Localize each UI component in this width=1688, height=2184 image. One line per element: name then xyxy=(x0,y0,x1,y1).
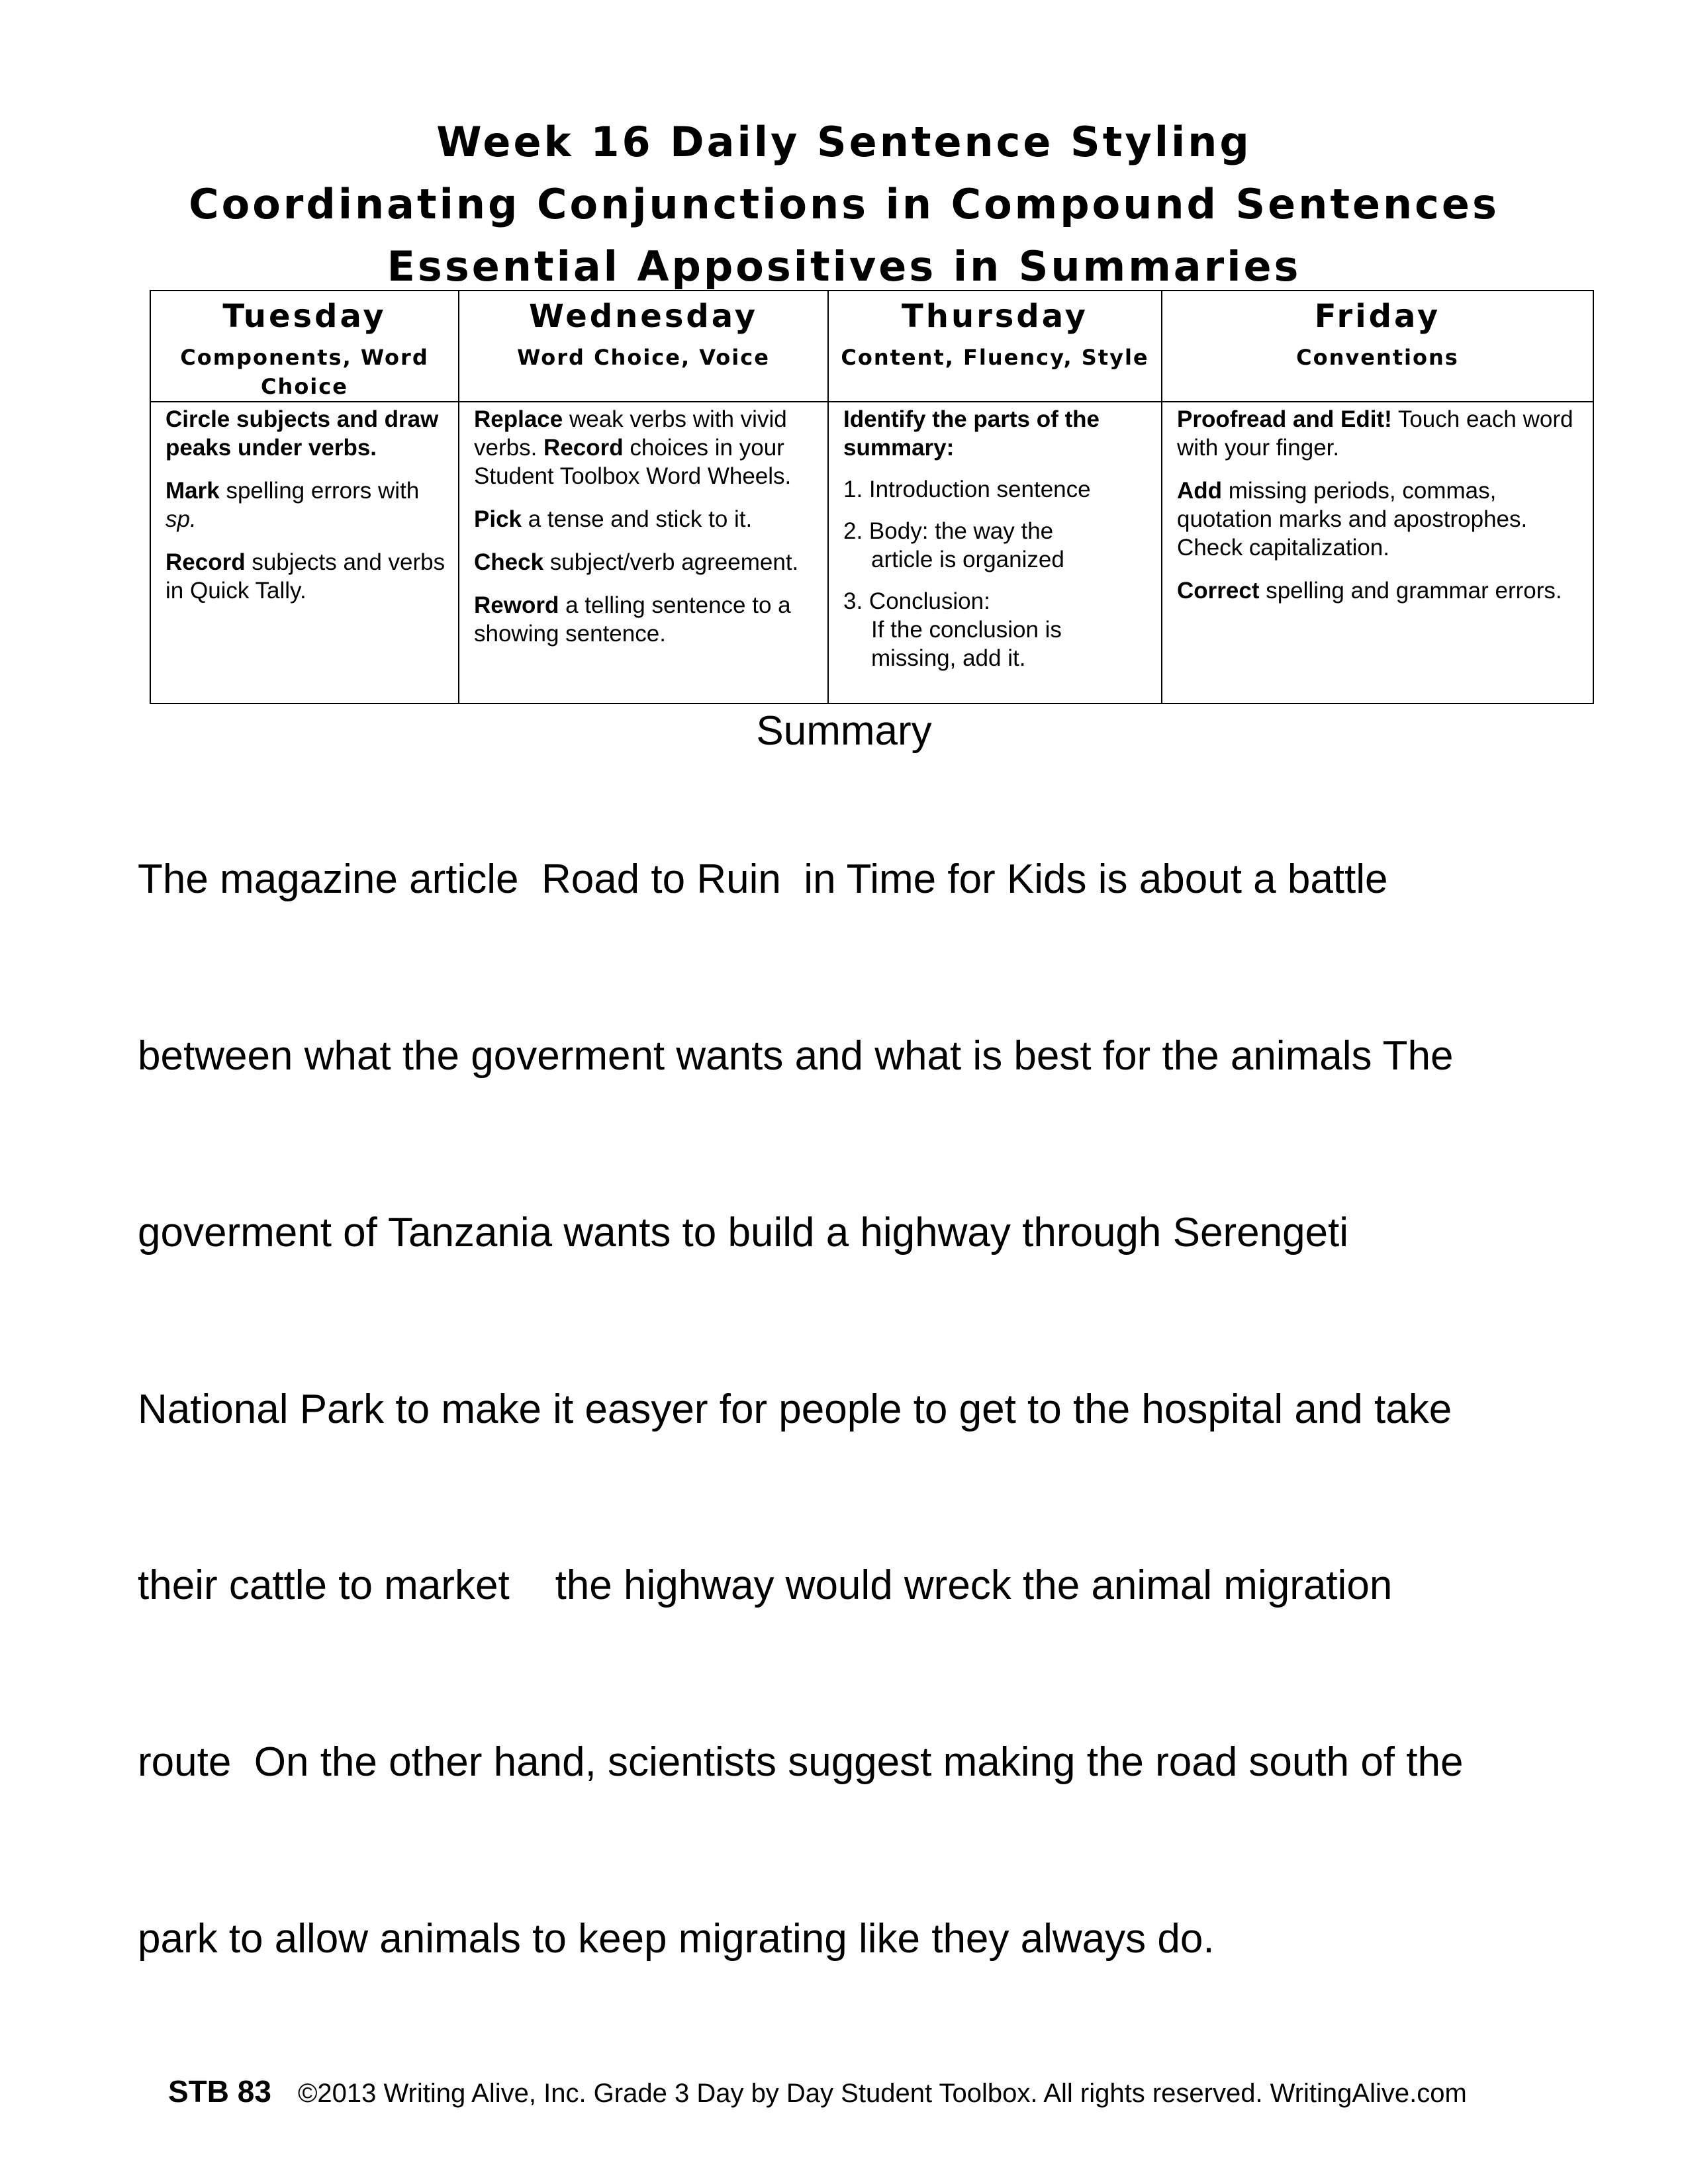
footer xyxy=(168,2071,1467,2113)
weekly-task-table xyxy=(150,290,1594,704)
task-add: Add missing periods, commas, quotation marks and apostrophes. Check capitalization. xyxy=(1177,478,1528,561)
task-record: Record subjects and verbs in Quick Tally. xyxy=(165,549,445,604)
footer-copyright: ©2013 Writing Alive, Inc. Grade 3 Day by Day Student Toolbox. All rights reserved. WritingAlive.com xyxy=(297,2079,1467,2108)
day-name: Thursday xyxy=(902,298,1088,335)
header-tuesday xyxy=(150,291,459,402)
summary-line: their cattle to market the highway would wreck the animal migration xyxy=(138,1563,1393,1608)
summary-line: route On the other hand, scientists suggest making the road south of the xyxy=(138,1739,1464,1785)
header-thursday xyxy=(828,291,1162,402)
list-item: 3. Conclusion: If the conclusion is missing, add it. xyxy=(843,588,1062,671)
footer-code: STB 83 xyxy=(168,2074,271,2109)
task-check: Check subject/verb agreement. xyxy=(474,549,799,575)
table-body-row xyxy=(150,402,1593,704)
list-item: 2. Body: the way the article is organized xyxy=(843,518,1064,572)
task-identify: Identify the parts of the summary: xyxy=(843,406,1100,461)
task-correct: Correct spelling and grammar errors. xyxy=(1177,578,1562,604)
task-mark: Mark spelling errors with sp. xyxy=(165,478,420,532)
wednesday-tasks xyxy=(459,402,828,704)
day-name: Friday xyxy=(1314,298,1441,335)
summary-parts-list xyxy=(843,475,1149,672)
summary-line: The magazine article Road to Ruin in Time for Kids is about a battle xyxy=(138,856,1388,902)
task-reword: Reword a telling sentence to a showing sentence. xyxy=(474,592,791,647)
tuesday-tasks xyxy=(150,402,459,704)
day-subtitle: Word Choice, Voice xyxy=(517,345,770,370)
summary-line: park to allow animals to keep migrating like they always do. xyxy=(138,1916,1215,1962)
task-circle: Circle subjects and draw peaks under verbs. xyxy=(165,406,439,461)
summary-heading: Summary xyxy=(756,708,932,754)
summary-line: goverment of Tanzania wants to build a highway through Serengeti xyxy=(138,1210,1349,1255)
summary-line: between what the goverment wants and what is best for the animals The xyxy=(138,1033,1454,1079)
header-wednesday xyxy=(459,291,828,402)
title-week: Week 16 Daily Sentence Styling xyxy=(436,118,1252,166)
day-subtitle: Content, Fluency, Style xyxy=(841,345,1149,370)
day-name: Wednesday xyxy=(528,298,758,335)
day-subtitle: Conventions xyxy=(1296,345,1459,370)
header-friday xyxy=(1162,291,1593,402)
title-appositives: Essential Appositives in Summaries xyxy=(387,242,1301,291)
task-proofread: Proofread and Edit! Touch each word with your finger. xyxy=(1177,406,1573,461)
table-header-row xyxy=(150,291,1593,402)
list-item: 1. Introduction sentence xyxy=(843,477,1091,502)
thursday-tasks xyxy=(828,402,1162,704)
day-name: Tuesday xyxy=(222,298,387,335)
day-subtitle: Components, Word Choice xyxy=(180,345,429,399)
friday-tasks xyxy=(1162,402,1593,704)
task-replace: Replace weak verbs with vivid verbs. Record choices in your Student Toolbox Word Wheels. xyxy=(474,406,792,489)
summary-line: National Park to make it easyer for people to get to the hospital and take xyxy=(138,1387,1452,1432)
title-conjunctions: Coordinating Conjunctions in Compound Sentences xyxy=(189,180,1499,228)
task-pick: Pick a tense and stick to it. xyxy=(474,506,753,532)
title-block xyxy=(0,111,1688,298)
